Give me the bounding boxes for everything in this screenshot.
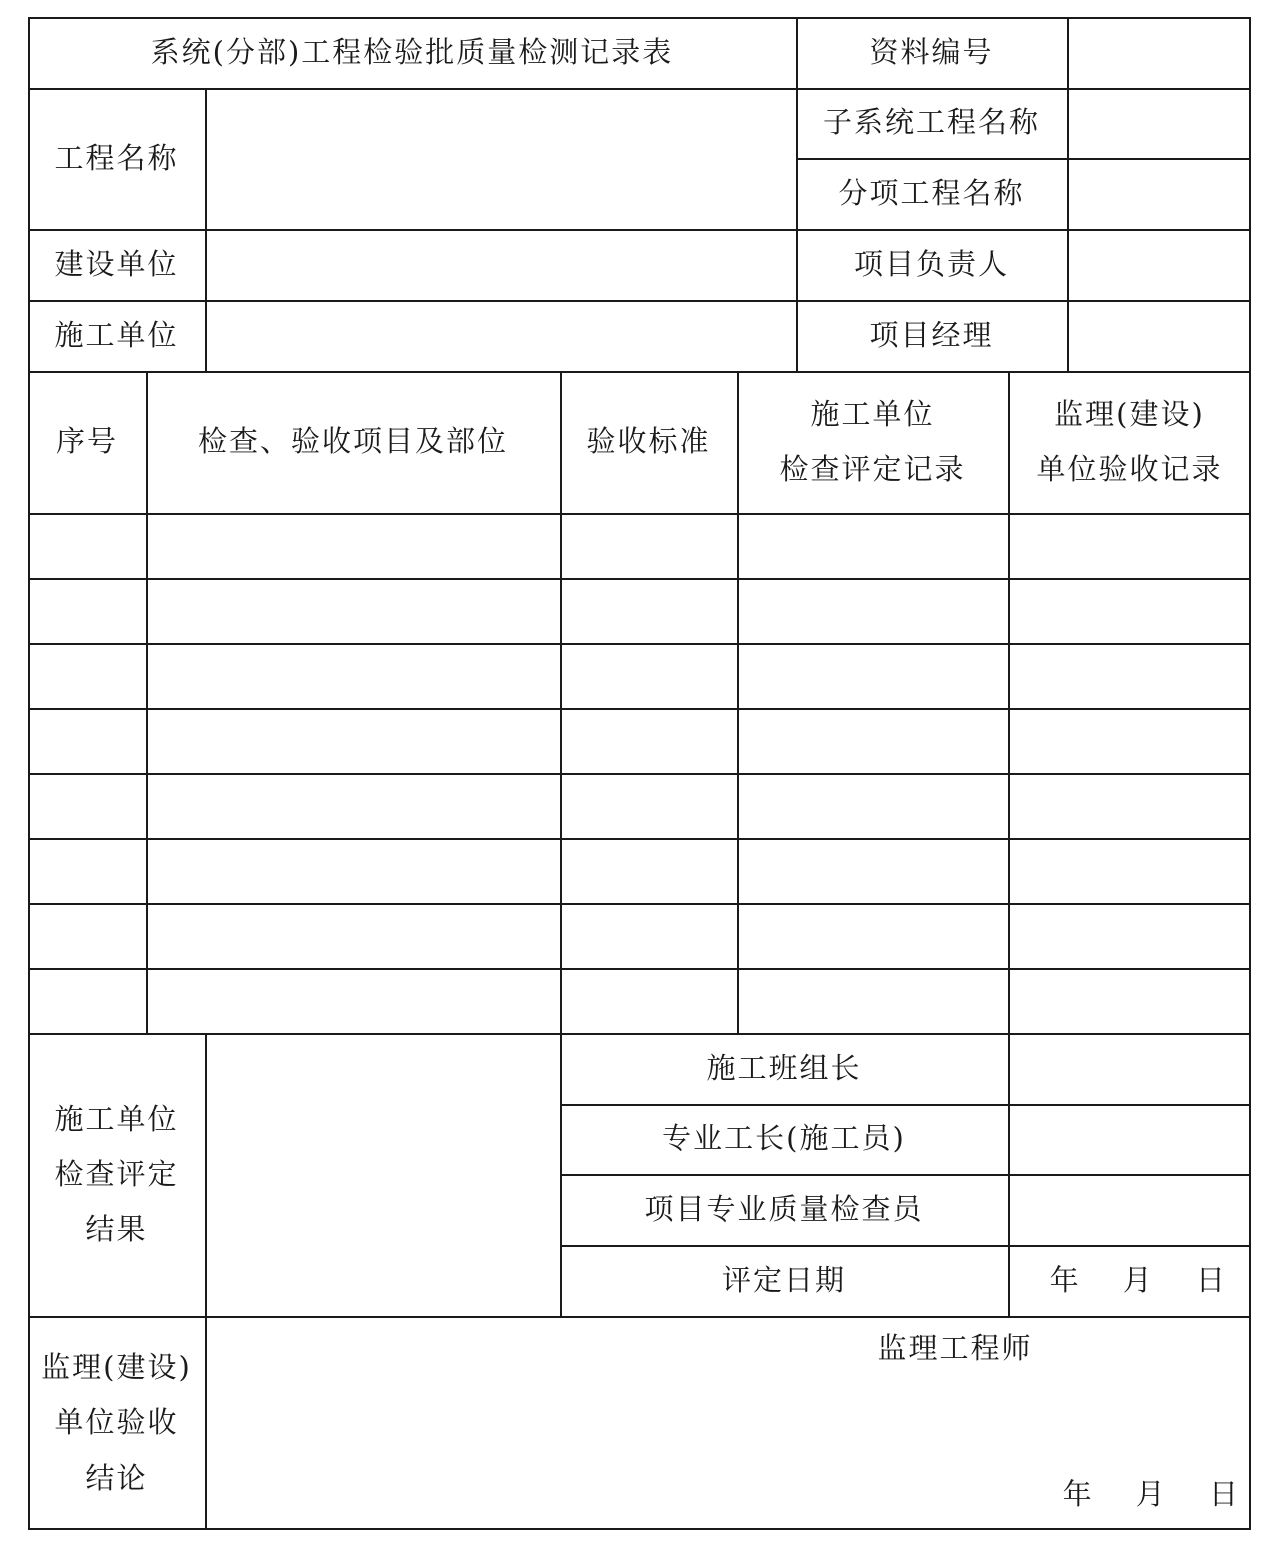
project-name-label: 工程名称 (54, 140, 179, 175)
doc-number-field[interactable] (1067, 17, 1251, 88)
col-header-item: 检查、验收项目及部位 (197, 424, 508, 459)
form-title: 系统(分部)工程检验批质量检测记录表 (150, 34, 674, 69)
table-row[interactable] (28, 643, 1251, 708)
col-header-contractor-record: 施工单位 检查评定记录 (779, 396, 966, 486)
team-leader-label: 施工班组长 (706, 1050, 862, 1085)
table-row[interactable] (28, 968, 1251, 1033)
col-header-seq: 序号 (55, 424, 118, 459)
foreman-signature[interactable] (1008, 1104, 1251, 1174)
result-field[interactable] (205, 1033, 560, 1316)
supervising-engineer-label: 监理工程师 (877, 1331, 1033, 1366)
table-row[interactable] (28, 578, 1251, 643)
subsystem-name-field[interactable] (1067, 88, 1251, 158)
table-row[interactable] (28, 708, 1251, 773)
contractor-label: 施工单位 (54, 317, 179, 352)
assessment-date-value[interactable]: 年 月 日 (1049, 1262, 1227, 1297)
foreman-label: 专业工长(施工员) (662, 1121, 906, 1156)
project-leader-label: 项目负责人 (853, 246, 1009, 281)
inspector-signature[interactable] (1008, 1174, 1251, 1245)
team-leader-signature[interactable] (1008, 1033, 1251, 1104)
project-manager-field[interactable] (1067, 300, 1251, 371)
builder-label: 建设单位 (54, 246, 179, 281)
conclusion-date-value[interactable]: 年 月 日 (1062, 1477, 1240, 1512)
table-row[interactable] (28, 773, 1251, 838)
table-row[interactable] (28, 513, 1251, 578)
subitem-name-label: 分项工程名称 (838, 175, 1025, 210)
col-header-supervisor-record: 监理(建设) 单位验收记录 (1036, 396, 1223, 486)
project-manager-label: 项目经理 (869, 317, 994, 352)
project-leader-field[interactable] (1067, 229, 1251, 300)
builder-field[interactable] (205, 229, 796, 300)
table-row[interactable] (28, 903, 1251, 968)
subsystem-name-label: 子系统工程名称 (822, 105, 1040, 140)
inspector-label: 项目专业质量检查员 (644, 1191, 924, 1226)
contractor-field[interactable] (205, 300, 796, 371)
subitem-name-field[interactable] (1067, 158, 1251, 229)
project-name-field[interactable] (205, 88, 796, 229)
assessment-date-label: 评定日期 (721, 1262, 846, 1297)
doc-number-label: 资料编号 (869, 34, 994, 69)
col-header-standard: 验收标准 (586, 424, 711, 459)
conclusion-label: 监理(建设) 单位验收 结论 (41, 1350, 192, 1495)
result-label: 施工单位 检查评定 结果 (54, 1101, 179, 1247)
table-row[interactable] (28, 838, 1251, 903)
